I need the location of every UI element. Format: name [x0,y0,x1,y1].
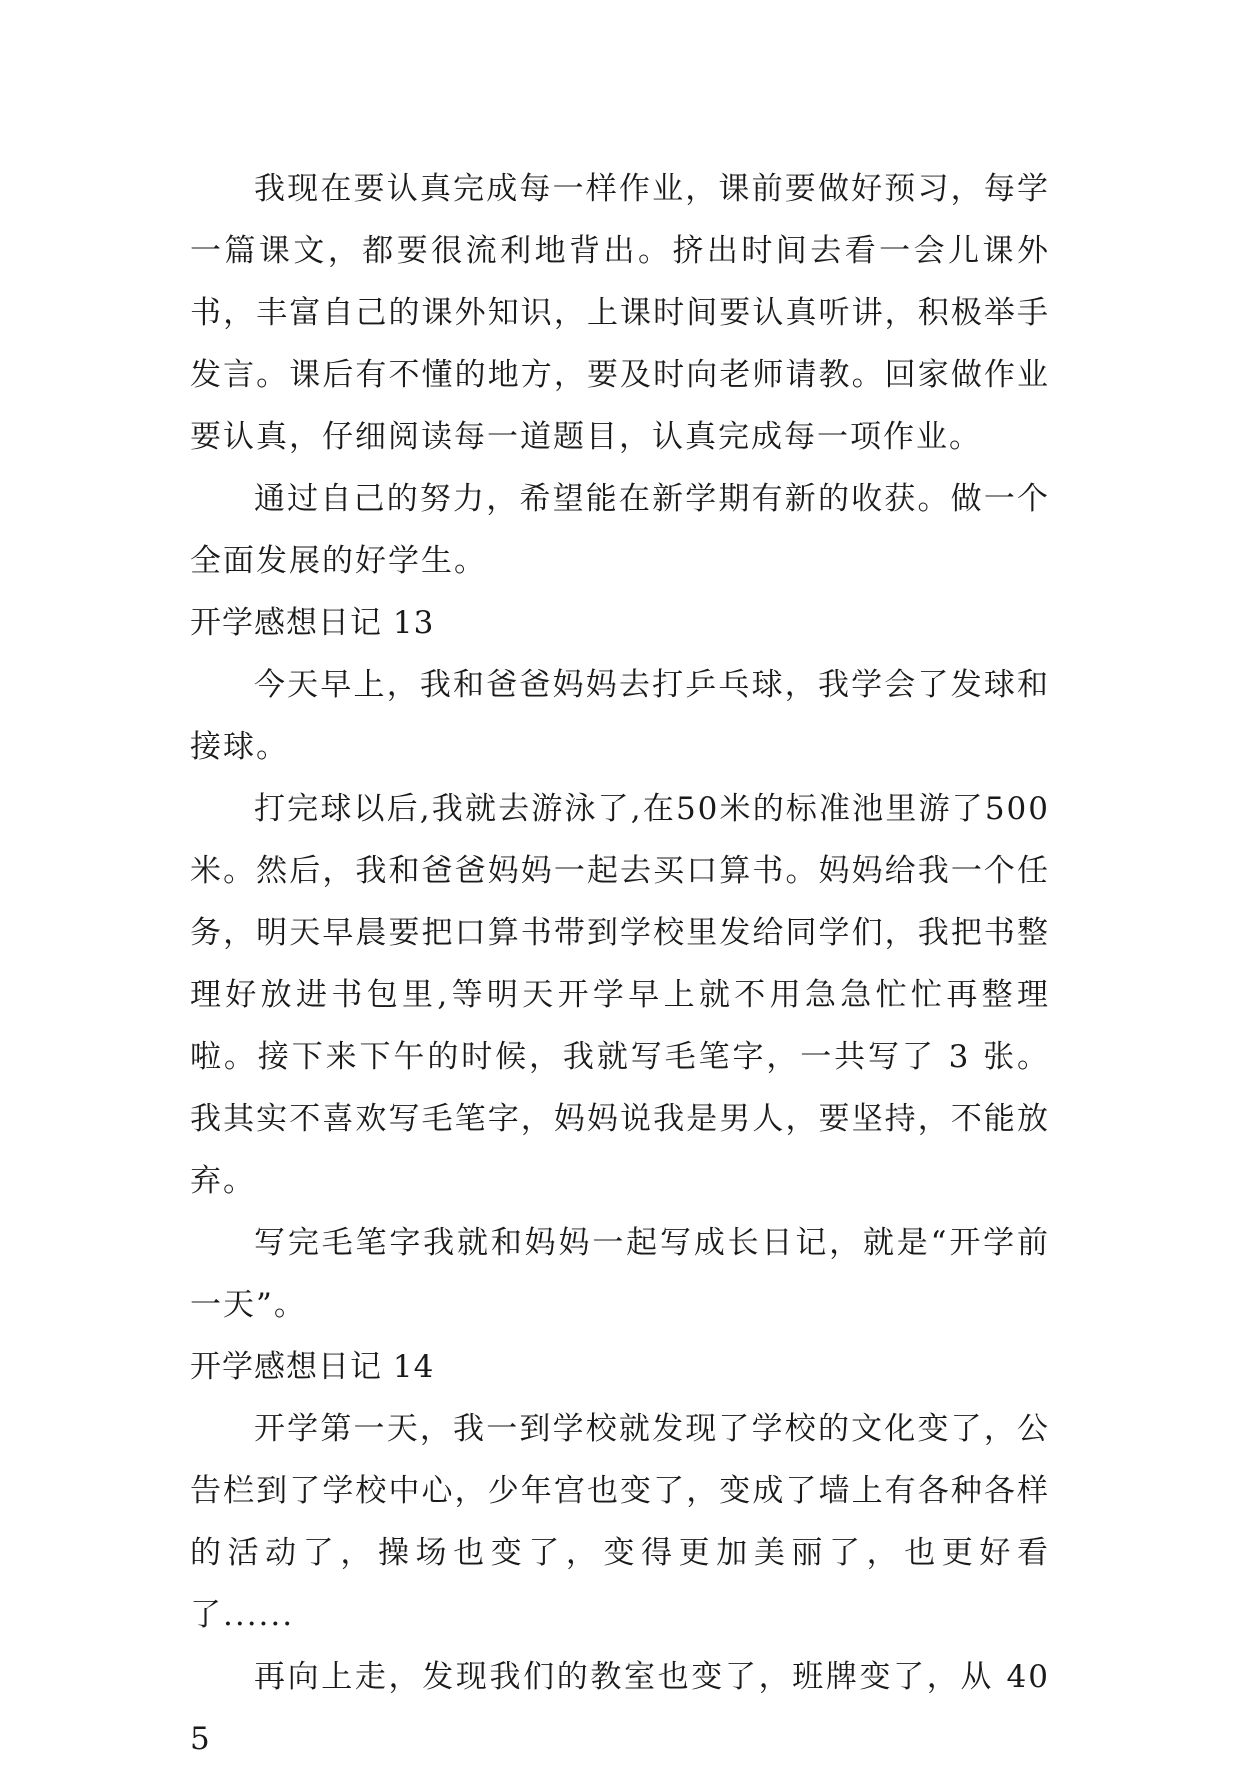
paragraph-new-semester-hope: 通过自己的努力，希望能在新学期有新的收获。做一个全面发展的好学生。 [190,481,1050,579]
document-body [190,158,1050,1770]
diary-heading-14: 开学感想日记 14 [190,1349,435,1385]
diary-heading-13: 开学感想日记 13 [190,605,435,641]
paragraph-ping-pong: 今天早上，我和爸爸妈妈去打乒乓球，我学会了发球和接球。 [190,667,1050,765]
paragraph-study-plan: 我现在要认真完成每一样作业，课前要做好预习，每学一篇课文，都要很流利地背出。挤出时间去看一会儿课外书，丰富自己的课外知识，上课时间要认真听讲，积极举手发言。课后有不懂的地方，要及时向老师请教。回家做作业要认真，仔细阅读每一道题目，认真完成每一项作业。 [190,171,1050,455]
paragraph-swimming-and-tasks: 打完球以后,我就去游泳了,在50米的标准池里游了500米。然后，我和爸爸妈妈一起去买口算书。妈妈给我一个任务，明天早晨要把口算书带到学校里发给同学们，我把书整理好放进书包里,等明天开学早上就不用急急忙忙再整理啦。接下来下午的时候，我就写毛笔字，一共写了 3 张。我其实不喜欢写毛笔字，妈妈说我是男人，要坚持，不能放弃。 [190,791,1050,1199]
paragraph-first-day: 开学第一天，我一到学校就发现了学校的文化变了，公告栏到了学校中心，少年宫也变了，变成了墙上有各种各样的活动了，操场也变了，变得更加美丽了，也更好看了...... [190,1411,1050,1633]
paragraph-growth-diary: 写完毛笔字我就和妈妈一起写成长日记，就是“开学前一天”。 [190,1225,1050,1323]
paragraph-classroom-change: 再向上走，发现我们的教室也变了，班牌变了，从 405 [190,1659,1050,1757]
